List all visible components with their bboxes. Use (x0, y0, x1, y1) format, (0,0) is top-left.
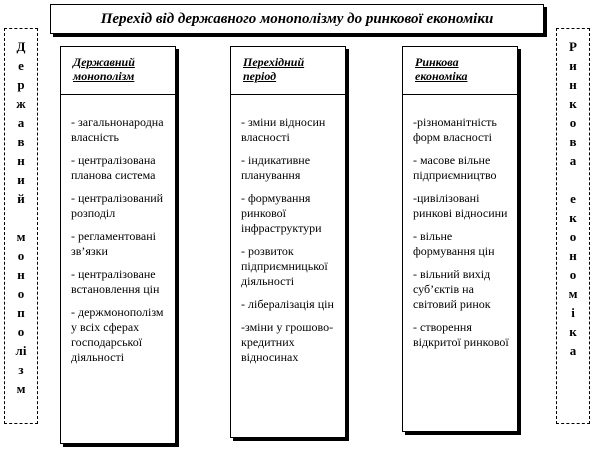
list-item: - централізоване встановлення цін (71, 267, 160, 296)
side-letter: м (16, 229, 26, 244)
column-heading (61, 47, 175, 95)
column-items (403, 115, 517, 358)
list-item: - централізований розподіл (71, 191, 164, 220)
side-letter: н (17, 267, 25, 282)
right-side-label (556, 28, 590, 424)
column-heading-text: Ринкова економіка (415, 55, 468, 83)
list-item: - зміни відносин власності (241, 115, 326, 144)
list-item: - регламентовані зв’язки (71, 229, 156, 258)
column-heading-text: Державний монополізм (73, 55, 135, 83)
column-state-monopoly (60, 46, 176, 444)
side-letter: к (569, 324, 577, 339)
side-letter: лі (15, 343, 27, 358)
side-letter: о (569, 115, 577, 130)
side-letter: е (18, 58, 24, 73)
side-letter: м (16, 381, 26, 396)
side-letter: і (571, 305, 575, 320)
list-item: - розвиток підприємницької діяльності (241, 244, 328, 288)
column-market-economy (402, 46, 518, 432)
list-item: - вільний вихід суб’єктів на світовий ринок (413, 267, 491, 311)
right-side-letters (557, 29, 589, 360)
side-letter: н (569, 248, 577, 263)
side-letter: о (17, 286, 25, 301)
side-letter: и (17, 172, 25, 187)
side-letter: о (17, 248, 25, 263)
column-heading-text: Перехідний період (243, 55, 305, 83)
side-letter: м (568, 286, 578, 301)
side-letter: Р (569, 39, 577, 54)
list-item: - вільне формування цін (413, 229, 495, 258)
side-letter: в (569, 134, 577, 149)
column-items (61, 115, 175, 373)
side-letter: к (569, 210, 577, 225)
side-letter: в (17, 134, 25, 149)
side-letter: Д (16, 39, 26, 54)
side-letter: о (17, 324, 25, 339)
list-item: - загальнонародна власність (71, 115, 164, 144)
list-item: - створення відкритої ринкової (413, 320, 509, 349)
column-items (231, 115, 345, 373)
side-letter: з (18, 362, 24, 377)
list-item: -зміни у грошово-кредитних відносинах (241, 320, 334, 364)
column-heading (231, 47, 345, 95)
left-side-letters (5, 29, 37, 398)
side-letter: н (569, 77, 577, 92)
column-heading (403, 47, 517, 95)
list-item: - індикативне планування (241, 153, 311, 182)
side-letter: о (569, 229, 577, 244)
list-item: - лібералізація цін (241, 297, 334, 311)
side-letter: е (570, 191, 576, 206)
column-transition-period (230, 46, 346, 438)
list-item: - формування ринкової інфраструктури (241, 191, 322, 235)
list-item: -різноманітність форм власності (413, 115, 497, 144)
side-letter: р (17, 77, 25, 92)
list-item: -цивілізовані ринкові відносини (413, 191, 508, 220)
diagram-title: Перехід від державного монополізму до ринкової економіки (100, 11, 494, 27)
list-item: - масове вільне підприємництво (413, 153, 497, 182)
side-letter: й (17, 191, 25, 206)
title-box (50, 4, 544, 34)
side-letter: а (569, 343, 577, 358)
list-item: - держмонополізм у всіх сферах господарської діяльності (71, 305, 164, 364)
side-letter: н (17, 153, 25, 168)
side-letter: а (569, 153, 577, 168)
side-letter: а (17, 115, 25, 130)
list-item: - централізована планова система (71, 153, 156, 182)
left-side-label (4, 28, 38, 424)
side-letter: и (569, 58, 577, 73)
side-letter: о (569, 267, 577, 282)
side-letter: к (569, 96, 577, 111)
side-letter: ж (16, 96, 26, 111)
side-letter: п (17, 305, 25, 320)
